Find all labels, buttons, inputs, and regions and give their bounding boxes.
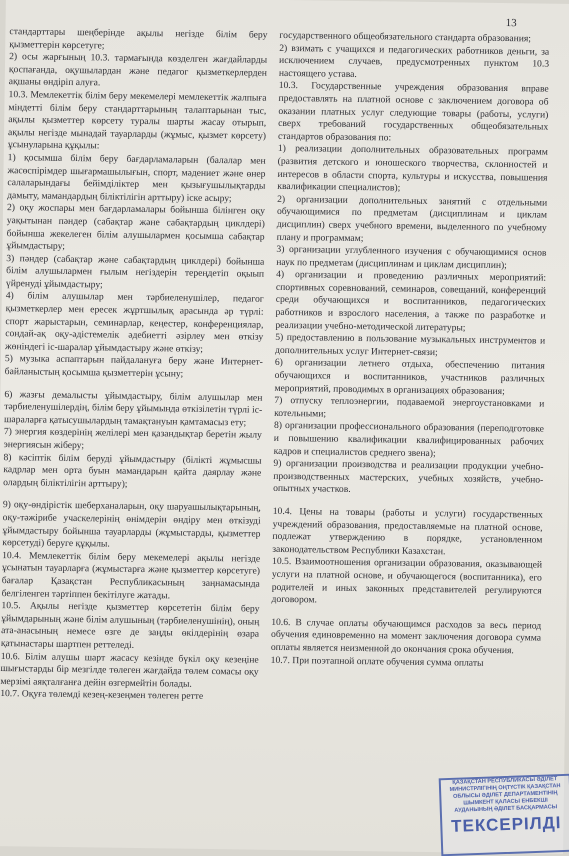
paragraph: 4) білім алушылар мен тәрбиеленушілер, педагог қызметкерлер мен ересек жұртшылық арасында әр түрлі: спорт жарыстарын, семинарлар, кеңестер, конференциялар, сондай-ақ оқу-әдістемелік әдебиетті әзірлеу мен өткізу жөніндегі іс-шаралар ұйымдастыру және өткізу; bbox=[4, 290, 264, 355]
paragraph: 3) организации углубленного изучения с обучающимися основ наук по предметам (дисциплинам и циклам дисциплин); bbox=[276, 243, 547, 271]
paragraph: 2) организации дополнительных занятий с отдельными обучающимися по предметам (дисциплинам и циклам дисциплин) сверх учебного времени, выделенного по учебному плану и программам; bbox=[276, 193, 548, 244]
paragraph: 6) жазғы демалысты ұйымдастыру, білім алушылар мен тәрбиеленушілердің, білім беру ұйымында өткізілетін түрлі іс-шараларға қатысушылардың тамақтануын қамтамасыз ету; bbox=[3, 388, 263, 429]
paragraph: 9) организации производства и реализации продукции учебно-производственных мастерских, учебных хозяйств, учебно-опытных участков. bbox=[273, 458, 544, 496]
verification-stamp bbox=[439, 774, 569, 856]
stamp-word: ТЕКСЕРІЛДІ bbox=[450, 813, 562, 836]
paragraph: стандарттары шеңберінде ақылы негізде білім беру қызметтерін көрсетуге; bbox=[9, 26, 268, 52]
paragraph: 10.6. Білім алушы шарт жасасу кезінде бүкіл оқу кезеңіне шығыстарды бір мезгілде төлеген жағдайда төлем сомасы оқу мерзімі аяқталғанға дейін өзгермейтін болады. bbox=[0, 650, 259, 690]
stamp-line: ОБЛЫСЫ ӘДІЛЕТ ДЕПАРТАМЕНТІНІҢ bbox=[452, 790, 558, 800]
stamp-line: МИНИСТРЛІГІНІҢ ОҢТҮСТІК ҚАЗАҚСТАН bbox=[449, 783, 561, 793]
paragraph: 6) организации летнего отдыха, обеспечению питания обучающихся и воспитанников, участников различных мероприятий, проводимых в организациях образования; bbox=[274, 357, 545, 397]
kazakh-column bbox=[0, 26, 267, 704]
paragraph: 9) оқу-өндірістік шеберханаларын, оқу шаруашылықтарының, оқу-тәжірибе учаскелерінің өнімдерін өндіру мен өткізуді ұйымдастыру бойынша тауарларды (жұмыстарды, қызметтер көрсетуді) беруге құқылы. bbox=[2, 499, 261, 550]
paragraph: 1) реализации дополнительных образовательных программ (развития детского и юношеского творчества, склонностей и интересов в области спорта, культуры и искусства, повышения квалификации специалистов); bbox=[277, 143, 548, 194]
stamp-line: ШЫМКЕНТ ҚАЛАСЫ ЕНБЕКШІ bbox=[463, 797, 548, 807]
paragraph: 10.3. Государственные учреждения образования вправе предоставлять на платной основе с заключением договора об оказании платных услуг следующие товары (работы, услуги) сверх требований государственных общеобязательных стандартов образования по: bbox=[277, 80, 549, 144]
paragraph: 10.5. Взаимоотношения организации образования, оказывающей услуги на платной основе, и обучающегося (воспитанника), его родителей и иных законных представителей регулируются договором. bbox=[271, 556, 543, 606]
paragraph: 2) оқу жоспары мен бағдарламалары бойынша білінген оқу уақытынан пәндер (сабақтар және сабақтардың циклдері) бойынша жекелеген білім алушылармен қосымша сабақтар ұйымдастыру; bbox=[6, 202, 266, 253]
paragraph: 8) кәсіптік білім беруді ұйымдастыру (біліктi жұмысшы кадрлар мен орта буын мамандарын қайта даярлау және олардың біліктілігін арттыру); bbox=[3, 451, 262, 490]
paragraph: государственного общеобязательного стандарта образования; bbox=[279, 29, 532, 45]
paragraph: 1) қосымша білім беру бағдарламаларын (балалар мен жасөспірімдер шығармашылығын, спорт, мәдениет және өнер салаларындағы бейімділіктер мен қызығушылықтарды дамыту, мамандардың біліктілігін арттыру) іске асыру; bbox=[7, 152, 266, 204]
russian-column bbox=[271, 30, 550, 671]
paragraph: 10.5. Ақылы негізде қызметтер көрсететін білім беру ұйымдарының және білім алушының (тәрбиеленушінің), оның ата-анасының немесе өзге де заңды өкілдерінің өзара қатынастары шартпен реттеледі. bbox=[0, 600, 260, 651]
paragraph: 10.7. Оқуға төлемді кезең-кезеңмен төлеген ретте bbox=[0, 688, 204, 703]
paragraph: 8) организации профессионального образования (переподготовке и повышению квалификации квалифицированных рабочих кадров и специалистов среднего звена); bbox=[273, 420, 545, 459]
stamp-line: ҚАЗАҚСТАН РЕСПУБЛИКАСЫ ӘДІЛЕТ bbox=[452, 776, 558, 786]
paragraph: 7) энергия көздерінің желілері мен қазандықтар беретін жылу энергиясын жіберу; bbox=[3, 426, 262, 452]
paragraph: 2) осы жарғының 10.3. тармағында көзделген жағдайларды қоспағанда, оқушылардан және педагог қызметкерлерден ақшаны өндіріп алуға. bbox=[8, 51, 268, 89]
paragraph: 5) предоставлению в пользование музыкальных инструментов и дополнительных услуг Интернет-связи; bbox=[274, 332, 546, 358]
paragraph: 10.7. При поэтапной оплате обучения сумма оплаты bbox=[270, 654, 484, 669]
paragraph: 10.4. Цены на товары (работы и услуги) государственных учреждений образования, предоставляемые на платной основе, подлежат утверждению в порядке, установленном законодательством Республики Казахстан. bbox=[272, 505, 543, 558]
paragraph: 10.6. В случае оплаты обучающимся расходов за весь период обучения единовременно на момент заключения договора сумма оплаты является неизменной до окончания срока обучения. bbox=[270, 616, 542, 657]
paragraph: 3) пәндер (сабақтар және сабақтардың циклдері) бойынша білім алушылармен ғылым негіздерін тереңдетіп оқыып үйренуді ұйымдастыру; bbox=[5, 252, 265, 291]
paragraph: 2) взимать с учащихся и педагогических работников деньги, за исключением случаев, предусмотренных пунктом 10.3 настоящего устава. bbox=[278, 42, 550, 80]
paragraph: 4) организации и проведению различных мероприятий: спортивных соревнований, семинаров, совещаний, конференций среди обучающихся и воспитанников, педагогических работников и взрослого населения, а также по разработке и реализации учебно-методической литературы; bbox=[275, 269, 547, 334]
paragraph: 5) музыка аспаптарын пайдалануға беру және Интернет-байланыстың қосымша қызметтерін ұсыну; bbox=[4, 353, 263, 380]
paragraph: 10.3. Мемлекеттік білім беру мекемелері мемлекеттік жалпыға міндетті білім беру стандарттарының талаптарынан тыс, ақылы қызметтер көрсету туралы шарты жасау отырып, ақылы негізде мынадай тауарларды (жұмыс, қызмет көрсету) ұсынуларына құқылы: bbox=[7, 89, 267, 152]
page-number: 13 bbox=[505, 17, 517, 30]
stamp-line: АУДАНЫНЫҢ ӘДІЛЕТ БАСҚАРМАСЫ bbox=[454, 804, 558, 814]
paragraph: 10.4. Мемлекеттік білім беру мекемелері ақылы негізде ұсынатын тауарларға (жұмыстарға және қызметтер көрсетуге) бағалар Қазақстан Республикасының заңнамасында белгіленген тәртіппен бекітілуге жатады. bbox=[1, 549, 261, 601]
paragraph: 7) отпуску теплоэнергии, подаваемой энергоустановками и котельными; bbox=[274, 395, 545, 420]
